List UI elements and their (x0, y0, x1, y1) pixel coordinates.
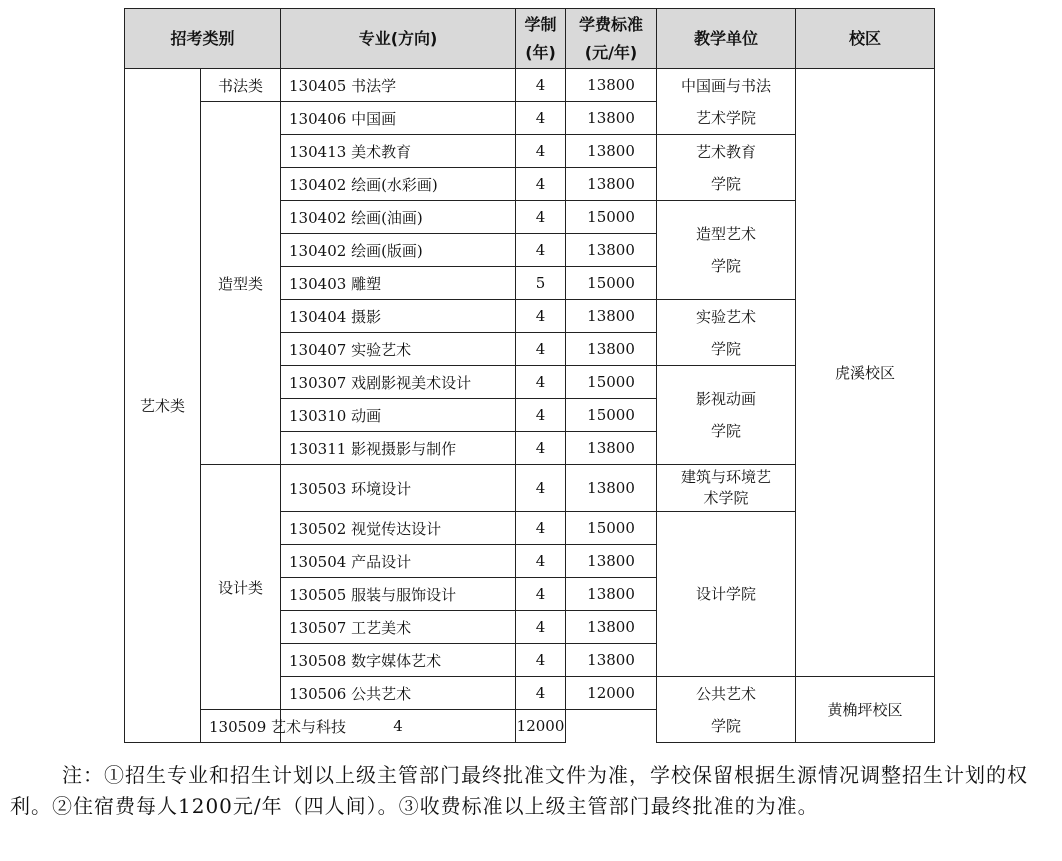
fee: 12000 (516, 710, 566, 743)
years: 4 (516, 432, 566, 465)
years: 4 (516, 102, 566, 135)
major-code: 130402 (289, 175, 347, 194)
fee: 13800 (566, 465, 657, 512)
years: 4 (516, 399, 566, 432)
tuition-table (124, 8, 935, 743)
sub-category: 造型类 (201, 102, 281, 465)
years: 4 (516, 234, 566, 267)
header-fee: 学费标准 (元/年) (566, 9, 657, 69)
teaching-unit: 中国画与书法 艺术学院 (657, 69, 796, 135)
fee: 13800 (566, 135, 657, 168)
major-title: 影视摄影与制作 (351, 439, 457, 458)
major-title: 雕塑 (351, 274, 382, 293)
teaching-unit: 设计学院 (657, 512, 796, 677)
fee: 13800 (566, 578, 657, 611)
major-name (281, 432, 516, 465)
major-code: 130507 (289, 618, 347, 637)
table-header-row (125, 9, 935, 69)
fee: 13800 (566, 234, 657, 267)
major-code: 130413 (289, 142, 347, 161)
header-category: 招考类别 (125, 9, 281, 69)
major-code: 130406 (289, 109, 347, 128)
major-code: 130310 (289, 406, 347, 425)
years: 4 (516, 578, 566, 611)
major-name (281, 333, 516, 366)
major-code: 130402 (289, 241, 347, 260)
fee: 13800 (566, 432, 657, 465)
major-code: 130504 (289, 552, 347, 571)
major-title: 服装与服饰设计 (351, 585, 457, 604)
fee: 13800 (566, 333, 657, 366)
teaching-unit: 影视动画 学院 (657, 366, 796, 465)
fee: 13800 (566, 69, 657, 102)
major-title: 实验艺术 (351, 340, 412, 359)
major-name (281, 135, 516, 168)
teaching-unit: 实验艺术 学院 (657, 300, 796, 366)
fee: 15000 (566, 201, 657, 234)
major-code: 130405 (289, 76, 347, 95)
major-name (281, 644, 516, 677)
major-name (201, 710, 347, 743)
major-name (281, 545, 516, 578)
major-name (281, 578, 516, 611)
major-code: 130509 (209, 717, 267, 736)
major-title: 数字媒体艺术 (351, 651, 442, 670)
major-name (281, 69, 516, 102)
major-name (281, 512, 516, 545)
major-name (281, 168, 516, 201)
fee: 15000 (566, 366, 657, 399)
years: 4 (281, 710, 516, 743)
header-unit: 教学单位 (657, 9, 796, 69)
major-code: 130505 (289, 585, 347, 604)
major-name (281, 201, 516, 234)
major-title: 中国画 (351, 109, 397, 128)
header-campus: 校区 (796, 9, 935, 69)
major-title: 摄影 (351, 307, 382, 326)
fee: 13800 (566, 300, 657, 333)
years: 4 (516, 300, 566, 333)
major-title: 美术教育 (351, 142, 412, 161)
years: 4 (516, 545, 566, 578)
fee: 13800 (566, 611, 657, 644)
campus: 虎溪校区 (796, 69, 935, 677)
teaching-unit: 建筑与环境艺 术学院 (657, 465, 796, 512)
years: 5 (516, 267, 566, 300)
major-name (281, 366, 516, 399)
table-row (125, 69, 935, 102)
major-title: 艺术与科技 (271, 717, 347, 736)
major-title: 动画 (351, 406, 382, 425)
years: 4 (516, 366, 566, 399)
major-code: 130506 (289, 684, 347, 703)
years: 4 (516, 69, 566, 102)
years: 4 (516, 644, 566, 677)
major-title: 绘画(水彩画) (351, 175, 438, 194)
major-code: 130502 (289, 519, 347, 538)
major-title: 环境设计 (351, 479, 412, 498)
teaching-unit: 造型艺术 学院 (657, 201, 796, 300)
major-code: 130508 (289, 651, 347, 670)
years: 4 (516, 677, 566, 710)
years: 4 (516, 201, 566, 234)
major-title: 公共艺术 (351, 684, 412, 703)
fee: 13800 (566, 644, 657, 677)
major-code: 130307 (289, 373, 347, 392)
major-title: 视觉传达设计 (351, 519, 442, 538)
major-name (281, 399, 516, 432)
major-name (281, 102, 516, 135)
years: 4 (516, 611, 566, 644)
fee: 12000 (566, 677, 657, 710)
major-code: 130404 (289, 307, 347, 326)
years: 4 (516, 512, 566, 545)
major-code: 130503 (289, 479, 347, 498)
fee: 15000 (566, 399, 657, 432)
major-title: 绘画(版画) (351, 241, 423, 260)
major-name (281, 300, 516, 333)
major-name (281, 267, 516, 300)
major-title: 书法学 (351, 76, 397, 95)
major-code: 130407 (289, 340, 347, 359)
fee: 13800 (566, 102, 657, 135)
header-years: 学制 (年) (516, 9, 566, 69)
sub-category: 书法类 (201, 69, 281, 102)
major-code: 130311 (289, 439, 347, 458)
major-code: 130402 (289, 208, 347, 227)
header-major: 专业(方向) (281, 9, 516, 69)
major-title: 戏剧影视美术设计 (351, 373, 472, 392)
major-title: 绘画(油画) (351, 208, 423, 227)
years: 4 (516, 168, 566, 201)
years: 4 (516, 465, 566, 512)
major-title: 工艺美术 (351, 618, 412, 637)
teaching-unit: 公共艺术 学院 (657, 677, 796, 743)
fee: 13800 (566, 168, 657, 201)
major-code: 130403 (289, 274, 347, 293)
major-name (281, 465, 516, 512)
major-name (281, 234, 516, 267)
fee: 13800 (566, 545, 657, 578)
major-name (281, 677, 516, 710)
top-category: 艺术类 (125, 69, 201, 743)
fee: 15000 (566, 512, 657, 545)
major-title: 产品设计 (351, 552, 412, 571)
footnote: 注：①招生专业和招生计划以上级主管部门最终批准文件为准，学校保留根据生源情况调整招生计划的权利。②住宿费每人1200元/年（四人间）。③收费标准以上级主管部门最终批准的为准。 (10, 763, 1028, 818)
major-name (281, 611, 516, 644)
years: 4 (516, 333, 566, 366)
years: 4 (516, 135, 566, 168)
campus: 黄桷坪校区 (796, 677, 935, 743)
teaching-unit: 艺术教育 学院 (657, 135, 796, 201)
sub-category: 设计类 (201, 465, 281, 710)
fee: 15000 (566, 267, 657, 300)
